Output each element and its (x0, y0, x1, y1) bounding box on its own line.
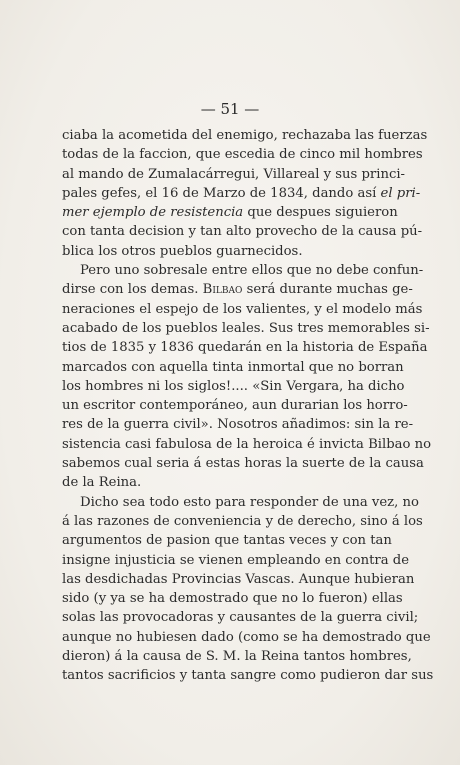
text-line (62, 512, 423, 531)
text-line (62, 551, 409, 570)
text-line (62, 666, 434, 685)
text-segment: res de la guerra civil». Nosotros añadimos: sin la re- (62, 417, 414, 433)
text-segment: ciaba la acometida del enemigo, rechazaba las fuerzas (62, 128, 428, 143)
text-segment: sido (y ya se ha demostrado que no lo fueron) ellas (62, 591, 403, 607)
text-segment: blica los otros pueblos guarnecidos. (62, 243, 303, 259)
text-segment: las desdichadas Provincias Vascas. Aunque hubieran (62, 571, 415, 587)
text-segment: insigne injusticia se vienen empleando en contra de (62, 552, 409, 568)
text-segment: un escritor contemporáneo, aun durarian los horro- (62, 398, 408, 414)
text-line (62, 165, 406, 184)
text-segment: los hombres ni los siglos!.... «Sin Vergara, ha dicho (62, 378, 405, 394)
text-segment: el pri- (380, 185, 421, 201)
text-segment: acabado de los pueblos leales. Sus tres memorables si- (62, 320, 430, 336)
text-line (62, 377, 405, 396)
text-segment: será durante muchas ge- (246, 282, 413, 298)
text-segment: de la Reina. (62, 475, 142, 491)
text-line (62, 184, 421, 203)
text-line (62, 242, 389, 261)
page-number: — 51 — (200, 100, 260, 118)
text-line (62, 531, 392, 550)
text-segment: tios de 1835 y 1836 quedarán en la historia de España (62, 340, 428, 356)
text-line (62, 319, 430, 338)
text-segment: marcados con aquella tinta inmortal que no borran (62, 359, 404, 375)
text-line (62, 280, 413, 299)
text-line (62, 473, 389, 492)
text-line (62, 203, 398, 222)
text-line (62, 126, 428, 145)
text-line (62, 454, 424, 473)
text-line (62, 222, 423, 241)
text-line (62, 589, 403, 608)
text-segment: solas las provocadoras y causantes de la guerra civil; (62, 610, 419, 626)
text-line (62, 628, 431, 647)
text-line (62, 435, 432, 454)
text-line (62, 338, 428, 357)
text-segment: sabemos cual seria á estas horas la suerte de la causa (62, 456, 424, 472)
text-segment: que despues siguieron (247, 205, 398, 221)
text-segment: al mando de Zumalacárregui, Villareal y sus princi- (62, 166, 406, 182)
text-segment: con tanta decision y tan alto provecho de la causa pú- (62, 224, 423, 240)
text-segment: Dicho sea todo esto para responder de una vez, no (80, 494, 419, 510)
text-segment: dieron) á la causa de S. M. la Reina tantos hombres, (62, 649, 412, 665)
text-line (62, 358, 404, 377)
text-segment: sistencia casi fabulosa de la heroica é invicta Bilbao no (62, 436, 432, 452)
text-line (62, 300, 423, 319)
text-segment: dirse con los demas. (62, 282, 199, 298)
text-segment: tantos sacrificios y tanta sangre como pudieron dar sus (62, 668, 434, 684)
text-segment: neraciones el espejo de los valientes, y el modelo más (62, 301, 423, 317)
text-segment: todas de la faccion, que escedia de cinco mil hombres (62, 147, 423, 163)
text-segment: aunque no hubiesen dado (como se ha demostrado que (62, 629, 431, 645)
text-line (62, 570, 415, 589)
text-line (62, 415, 414, 434)
text-segment: á las razones de conveniencia y de derecho, sino á los (62, 513, 423, 529)
text-segment: Bilbao (202, 282, 243, 298)
text-line (62, 493, 419, 512)
body-text (62, 126, 434, 686)
text-segment: mer ejemplo de resistencia (62, 205, 244, 221)
text-segment: pales gefes, el 16 de Marzo de 1834, dando así (62, 185, 377, 201)
text-line (62, 261, 424, 280)
text-line (62, 647, 412, 666)
text-segment: Pero uno sobresale entre ellos que no debe confun- (80, 263, 424, 279)
text-line (62, 145, 423, 164)
text-line (62, 396, 408, 415)
text-line (62, 608, 419, 627)
text-segment: argumentos de pasion que tantas veces y con tan (62, 533, 392, 549)
